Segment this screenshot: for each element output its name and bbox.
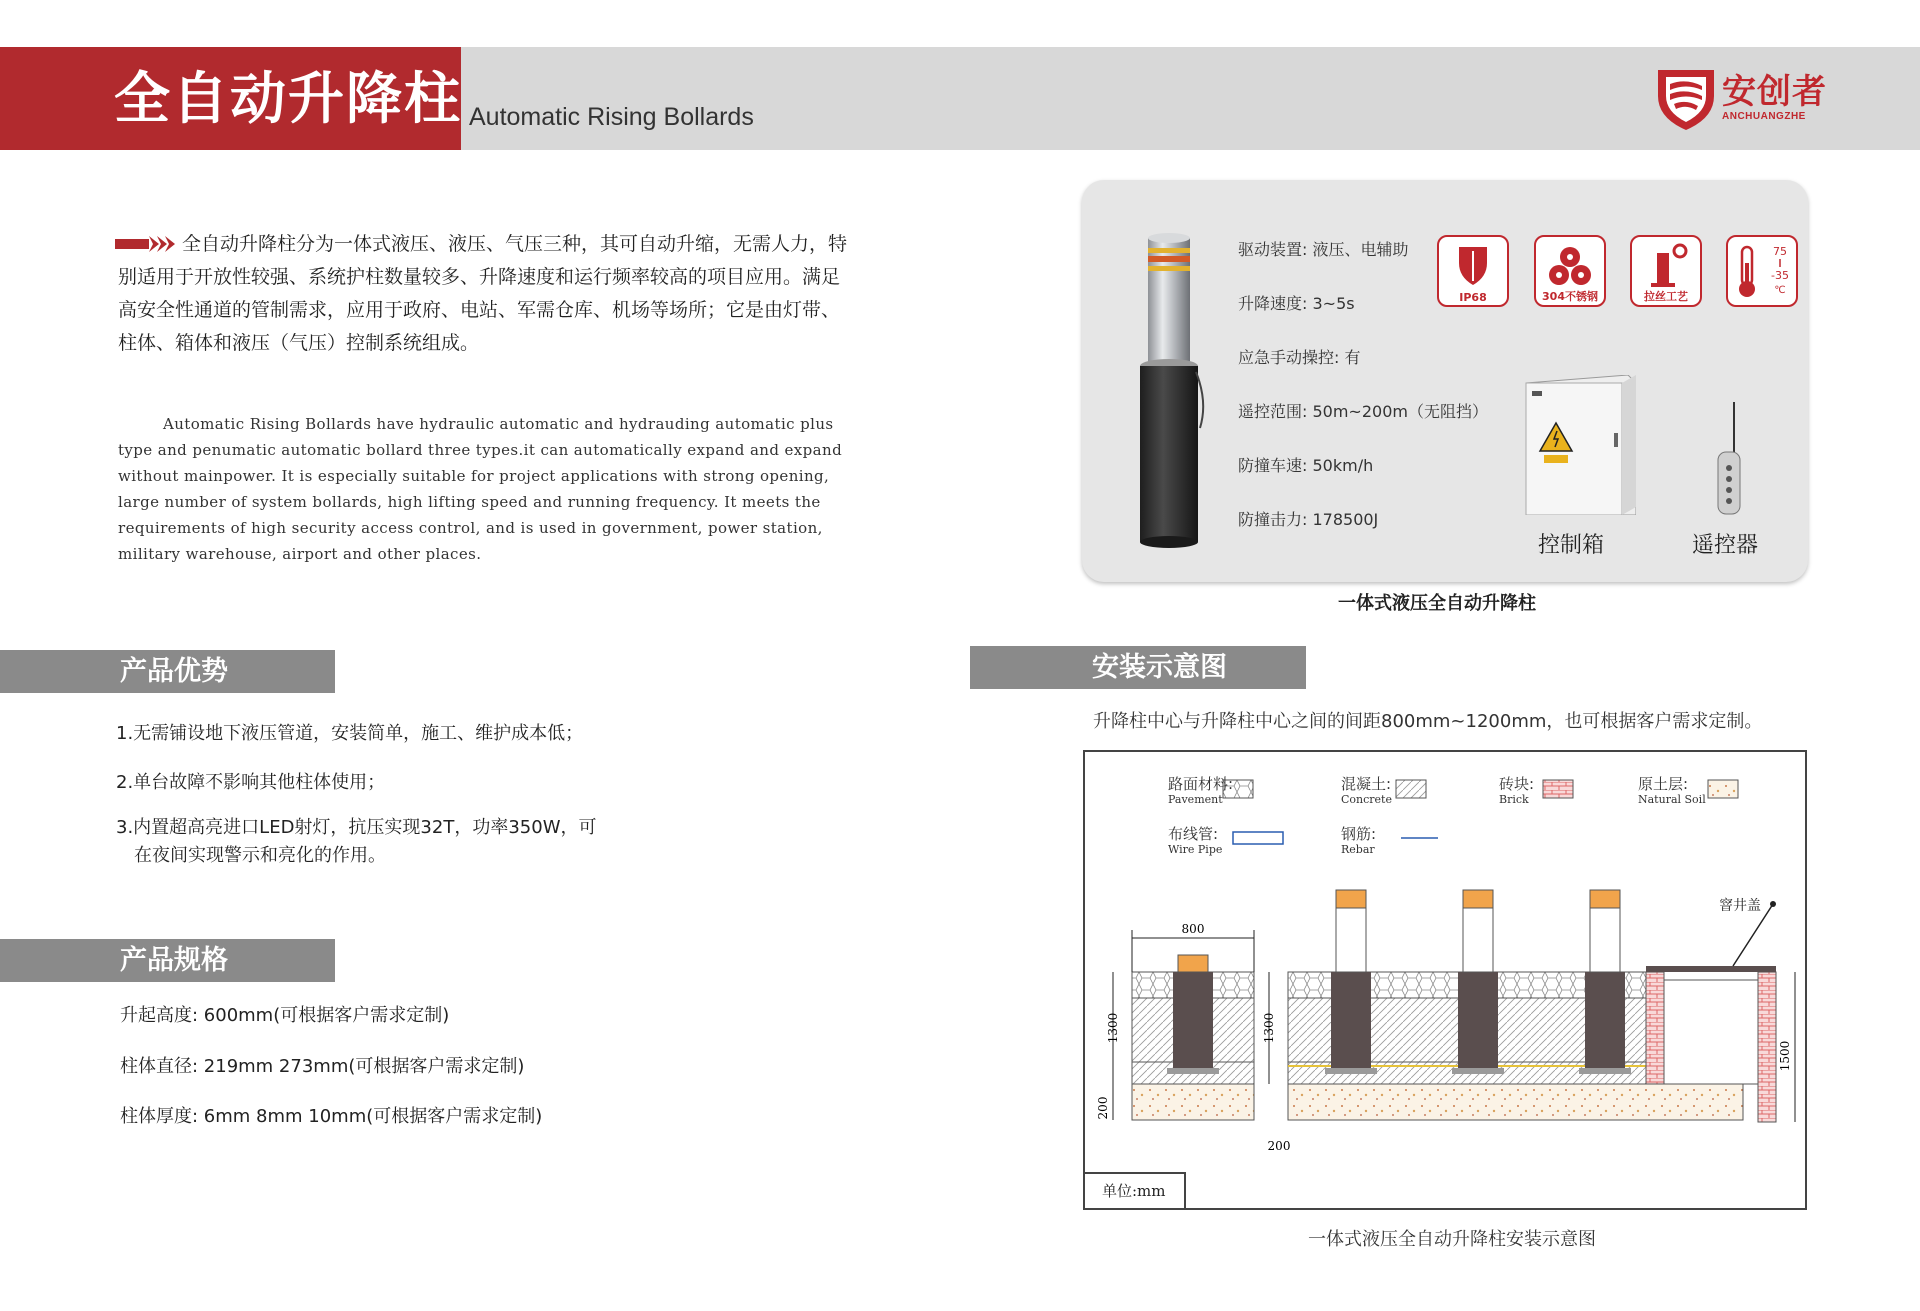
product-caption: 一体式液压全自动升降柱 <box>1338 593 1536 614</box>
legend-label-en: Wire Pipe <box>1168 843 1223 856</box>
legend-natural-soil <box>1638 776 1706 806</box>
dim-depth-right: 1300 <box>1262 1012 1276 1044</box>
cross-section-left <box>1113 930 1254 1120</box>
legend-label-en: Natural Soil <box>1638 793 1706 806</box>
brushed-finish-badge <box>1630 235 1702 307</box>
ip68-badge <box>1437 235 1509 307</box>
dim-width: 800 <box>1181 922 1205 936</box>
diagram-caption: 一体式液压全自动升降柱安装示意图 <box>1308 1229 1596 1250</box>
spec-item: 升起高度: 600mm(可根据客户需求定制) <box>120 1005 450 1026</box>
brand-name-en: ANCHUANGZHE <box>1722 111 1806 122</box>
dim-well: 1500 <box>1778 1040 1792 1072</box>
legend-label-en: Concrete <box>1341 793 1392 806</box>
manhole-cover-label: 窨井盖 <box>1719 898 1761 914</box>
intro-text-en: Automatic Rising Bollards have hydraulic automatic and hydrauding automatic plus type and penumatic automatic bollard three types.it can automatically expand and expand without mainpower. It is especially suitable for project applications with strong opening, large number of system bollards, high lifting speed and running frequency. It meets the requirements of high security access control, and is used in government, power station, military warehouse, airport and other places. <box>118 415 843 563</box>
legend-label-en: Rebar <box>1341 843 1375 856</box>
feature-item: 遥控范围: 50m~200m（无阻挡） <box>1238 402 1488 421</box>
legend-rebar <box>1341 826 1376 856</box>
installation-description: 升降柱中心与升降柱中心之间的间距800mm~1200mm，也可根据客户需求定制。 <box>1093 711 1763 732</box>
thermometer-icon <box>1726 235 1798 307</box>
advantage-item: 2.单台故障不影响其他柱体使用； <box>116 772 386 793</box>
control-box-image <box>1518 375 1636 515</box>
cross-section-right <box>1269 890 1795 1122</box>
legend-concrete <box>1341 776 1392 806</box>
legend-label-en: Pavement <box>1168 793 1223 806</box>
unit-label: 单位:mm <box>1102 1182 1166 1200</box>
legend-label: 原土层: <box>1638 775 1689 793</box>
temp-low: -35 <box>1771 269 1789 282</box>
spec-item: 柱体厚度: 6mm 8mm 10mm(可根据客户需求定制) <box>120 1106 543 1127</box>
section-heading-installation <box>970 646 1306 689</box>
advantage-item: 在夜间实现警示和亮化的作用。 <box>134 845 386 866</box>
section-heading-specs <box>0 939 335 982</box>
stainless-steel-badge <box>1534 235 1606 307</box>
legend-label: 布线管: <box>1168 825 1219 843</box>
feature-item: 防撞击力: 178500J <box>1238 510 1379 529</box>
dim-base-right: 200 <box>1267 1139 1291 1153</box>
control-box-label: 控制箱 <box>1538 533 1605 558</box>
legend-wire-pipe <box>1168 826 1222 856</box>
intro-text-cn: 全自动升降柱分为一体式液压、液压、气压三种，其可自动升缩，无需人力，特别适用于开放性较强、系统护柱数量较多、升降速度和运行频率较高的项目应用。满足高安全性通道的管制需求，应用于政府、电站、军需仓库、机场等场所；它是由灯带、柱体、箱体和液压（气压）控制系统组成。 <box>118 233 848 354</box>
legend-brick <box>1499 776 1534 806</box>
spec-item: 柱体直径: 219mm 273mm(可根据客户需求定制) <box>120 1056 525 1077</box>
legend-label: 砖块: <box>1499 775 1535 793</box>
advantage-item: 3.内置超高亮进口LED射灯，抗压实现32T，功率350W，可 <box>116 817 597 838</box>
remote-control-image <box>1712 400 1744 518</box>
installation-diagram <box>1083 750 1807 1210</box>
feature-item: 应急手动操控: 有 <box>1238 348 1361 367</box>
advantage-item: 1.无需铺设地下液压管道，安装简单，施工、维护成本低； <box>116 723 584 744</box>
section-heading-label: 安装示意图 <box>1092 652 1227 683</box>
legend-label-en: Brick <box>1499 793 1529 806</box>
brand-name: 安创者 <box>1722 72 1827 112</box>
badge-label: IP68 <box>1459 291 1487 304</box>
page-subtitle: Automatic Rising Bollards <box>469 103 754 131</box>
section-heading-label: 产品优势 <box>120 656 228 687</box>
temperature-badge <box>1726 235 1798 307</box>
bollard-image <box>1130 232 1208 548</box>
badge-label: 拉丝工艺 <box>1644 290 1688 303</box>
dim-depth: 1300 <box>1106 1012 1120 1044</box>
badge-label: 304不锈钢 <box>1542 290 1598 303</box>
legend-label: 钢筋: <box>1341 825 1377 843</box>
dim-base: 200 <box>1096 1096 1110 1120</box>
temp-high: 75 <box>1773 245 1787 258</box>
legend-label: 路面材料: <box>1168 775 1234 793</box>
feature-item: 防撞车速: 50km/h <box>1238 456 1374 475</box>
legend-label: 混凝土: <box>1341 775 1392 793</box>
page-title: 全自动升降柱 <box>114 67 462 132</box>
temp-unit: ℃ <box>1774 285 1786 296</box>
remote-label: 遥控器 <box>1692 533 1759 558</box>
section-heading-advantages <box>0 650 335 693</box>
legend-pavement <box>1168 776 1233 806</box>
section-heading-label: 产品规格 <box>120 945 228 976</box>
feature-item: 驱动装置: 液压、电辅助 <box>1238 240 1409 259</box>
feature-item: 升降速度: 3~5s <box>1238 294 1355 313</box>
